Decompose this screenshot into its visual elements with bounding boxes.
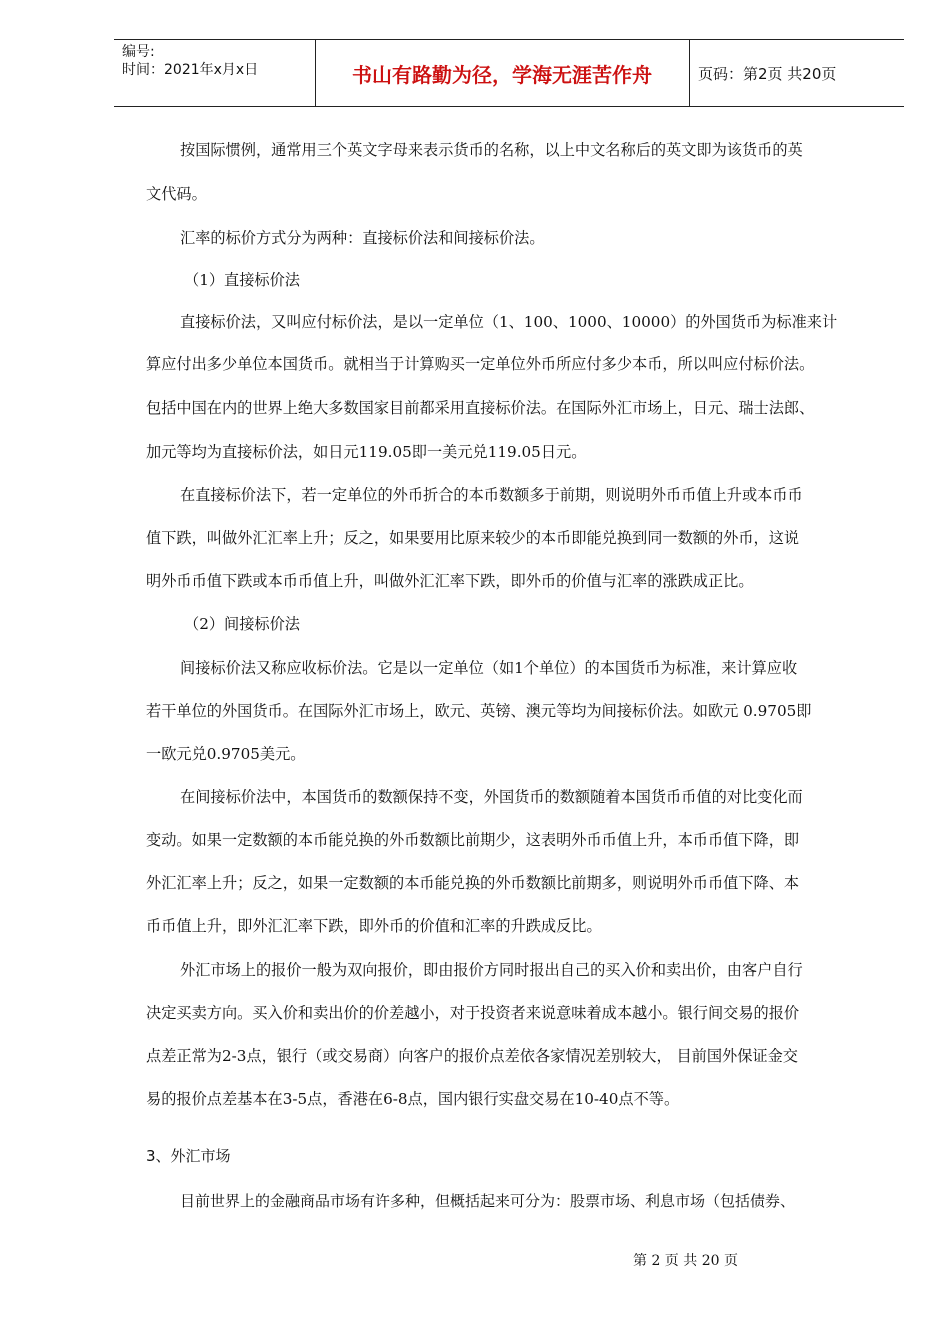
header-meta [122,43,258,79]
page-header [114,39,904,107]
time-label: 时间：2021年x月x日 [122,62,259,78]
number-label: 编号: [122,44,155,60]
header-page-code: 页码：第2页 共20页 [698,65,837,83]
body-line: 变动。如果一定数额的本币能兑换的外币数额比前期少，这表明外币币值上升，本币币值下降，即 [146,831,800,849]
section-heading: （2）间接标价法 [184,615,300,633]
page-footer: 第 2 页 共 20 页 [633,1253,738,1269]
body-line: 若干单位的外国货币。在国际外汇市场上，欧元、英镑、澳元等均为间接标价法。如欧元 0.9705即 [146,702,812,720]
body-line: 按国际惯例，通常用三个英文字母来表示货币的名称，以上中文名称后的英文即为该货币的英 [180,141,803,159]
header-top-rule [114,39,904,40]
header-bottom-rule [114,106,904,107]
body-line: 目前世界上的金融商品市场有许多种，但概括起来可分为：股票市场、利息市场（包括债券、 [180,1192,796,1210]
body-line: 汇率的标价方式分为两种：直接标价法和间接标价法。 [180,229,545,247]
body-line: 币币值上升，即外汇汇率下跌，即外币的价值和汇率的升跌成反比。 [146,917,602,935]
body-line: 值下跌，叫做外汇汇率上升；反之，如果要用比原来较少的本币即能兑换到同一数额的外币，这说 [146,529,800,547]
body-line: 外汇汇率上升；反之，如果一定数额的本币能兑换的外币数额比前期多，则说明外币币值下降、本 [146,874,800,892]
body-line: 文代码。 [146,185,207,203]
body-line: 一欧元兑0.9705美元。 [146,745,306,763]
body-line: 间接标价法又称应收标价法。它是以一定单位（如1个单位）的本国货币为标准，来计算应收 [180,659,798,677]
body-line: 直接标价法，又叫应付标价法，是以一定单位（1、100、1000、10000）的外国货币为标准来计 [180,313,838,331]
body-line: 明外币币值下跌或本币币值上升，叫做外汇汇率下跌，即外币的价值与汇率的涨跌成正比。 [146,572,754,590]
body-line: 决定买卖方向。买入价和卖出价的价差越小，对于投资者来说意味着成本越小。银行间交易的报价 [146,1004,800,1022]
body-line: 算应付出多少单位本国货币。就相当于计算购买一定单位外币所应付多少本币，所以叫应付标价法。 [146,355,815,373]
section-title: 3、外汇市场 [146,1147,231,1165]
body-line: 易的报价点差基本在3-5点，香港在6-8点，国内银行实盘交易在10-40点不等。 [146,1090,680,1108]
header-motto: 书山有路勤为径，学海无涯苦作舟 [352,63,652,87]
body-line: 在间接标价法中，本国货币的数额保持不变，外国货币的数额随着本国货币币值的对比变化而 [180,788,803,806]
section-heading: （1）直接标价法 [184,271,300,289]
header-divider-right [689,39,690,107]
body-line: 点差正常为2-3点，银行（或交易商）向客户的报价点差依各家情况差别较大， 目前国外保证金交 [146,1047,798,1065]
body-line: 外汇市场上的报价一般为双向报价，即由报价方同时报出自己的买入价和卖出价，由客户自行 [180,961,803,979]
body-line: 包括中国在内的世界上绝大多数国家目前都采用直接标价法。在国际外汇市场上，日元、瑞士法郎、 [146,399,815,417]
body-line: 加元等均为直接标价法，如日元119.05即一美元兑119.05日元。 [146,443,587,461]
body-line: 在直接标价法下，若一定单位的外币折合的本币数额多于前期，则说明外币币值上升或本币币 [180,486,803,504]
